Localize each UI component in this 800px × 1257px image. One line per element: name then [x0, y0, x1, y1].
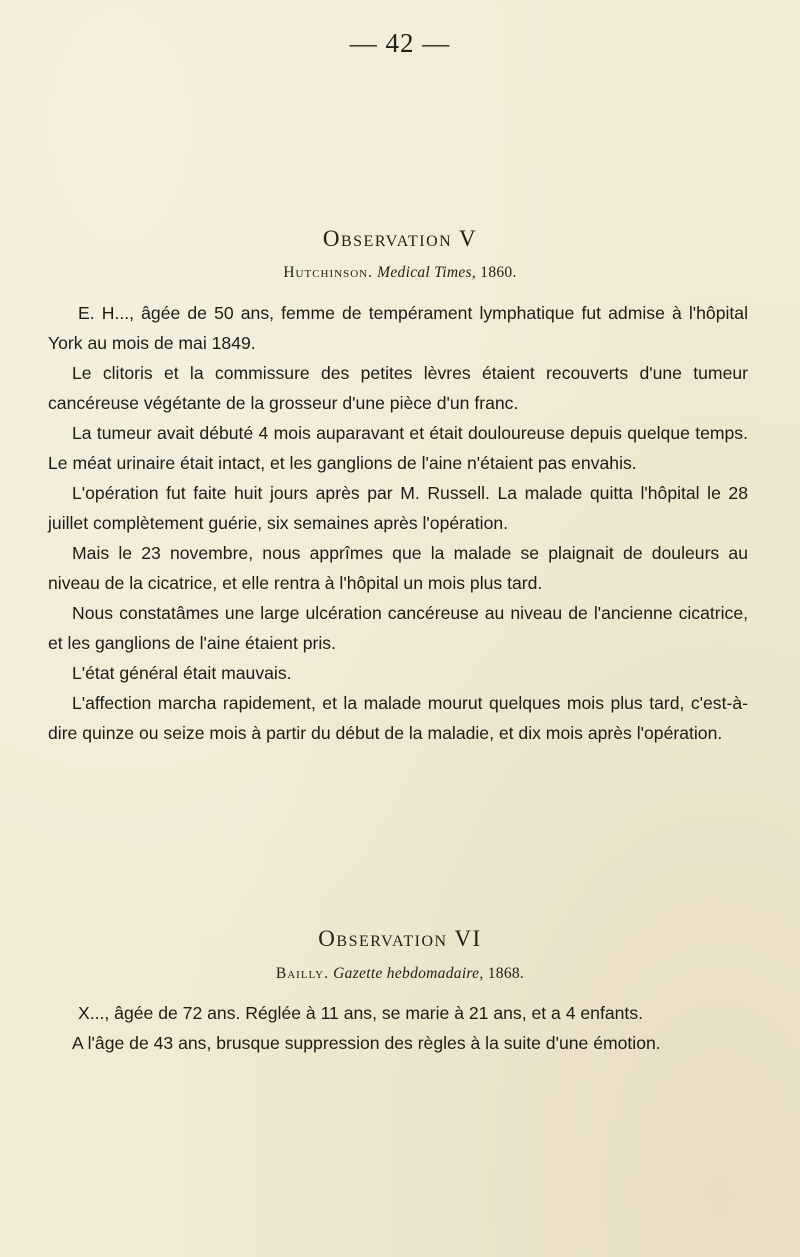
observation-6-year: 1868.	[487, 965, 525, 982]
paragraph: E. H..., âgée de 50 ans, femme de tempérament lymphatique fut admise à l'hôpital York au mois de mai 1849.	[48, 303, 748, 353]
paragraph: L'opération fut faite huit jours après par M. Russell. La malade quitta l'hôpital le 28 juillet complètement guérie, six semaines après l'opération.	[48, 483, 748, 533]
observation-6-title: Observation VI	[318, 926, 482, 951]
observation-6-body	[48, 998, 748, 1058]
paragraph: Nous constatâmes une large ulcération cancéreuse au niveau de l'ancienne cicatrice, et les ganglions de l'aine étaient pris.	[48, 603, 748, 653]
paragraph: Le clitoris et la commissure des petites lèvres étaient recouverts d'une tumeur cancéreuse végétante de la grosseur d'une pièce d'un franc.	[48, 363, 748, 413]
paragraph: Mais le 23 novembre, nous apprîmes que la malade se plaignait de douleurs au niveau de la cicatrice, et elle rentra à l'hôpital un mois plus tard.	[48, 543, 748, 593]
observation-6-journal: Gazette hebdomadaire,	[333, 965, 484, 982]
paragraph: L'état général était mauvais.	[72, 663, 292, 683]
observation-6-author: Bailly.	[275, 965, 329, 982]
observation-5-author: Hutchinson.	[283, 264, 373, 281]
observation-5-body	[48, 298, 748, 748]
observation-5-journal: Medical Times,	[377, 264, 477, 281]
paragraph: La tumeur avait débuté 4 mois auparavant et était douloureuse depuis quelque temps. Le méat urinaire était intact, et les ganglions de l'aine n'étaient pas envahis.	[48, 423, 748, 473]
page-number: — 42 —	[349, 28, 451, 58]
observation-5-source	[0, 264, 800, 282]
observation-5-title: Observation V	[322, 226, 478, 251]
observation-5-year: 1860.	[480, 264, 517, 281]
paragraph: A l'âge de 43 ans, brusque suppression des règles à la suite d'une émotion.	[72, 1033, 661, 1053]
observation-6-source	[0, 965, 800, 983]
paragraph: L'affection marcha rapidement, et la malade mourut quelques mois plus tard, c'est-à-dire quinze ou seize mois à partir du début de la maladie, et dix mois après l'opération.	[48, 693, 748, 743]
paragraph: X..., âgée de 72 ans. Réglée à 11 ans, se marie à 21 ans, et a 4 enfants.	[78, 1003, 644, 1023]
